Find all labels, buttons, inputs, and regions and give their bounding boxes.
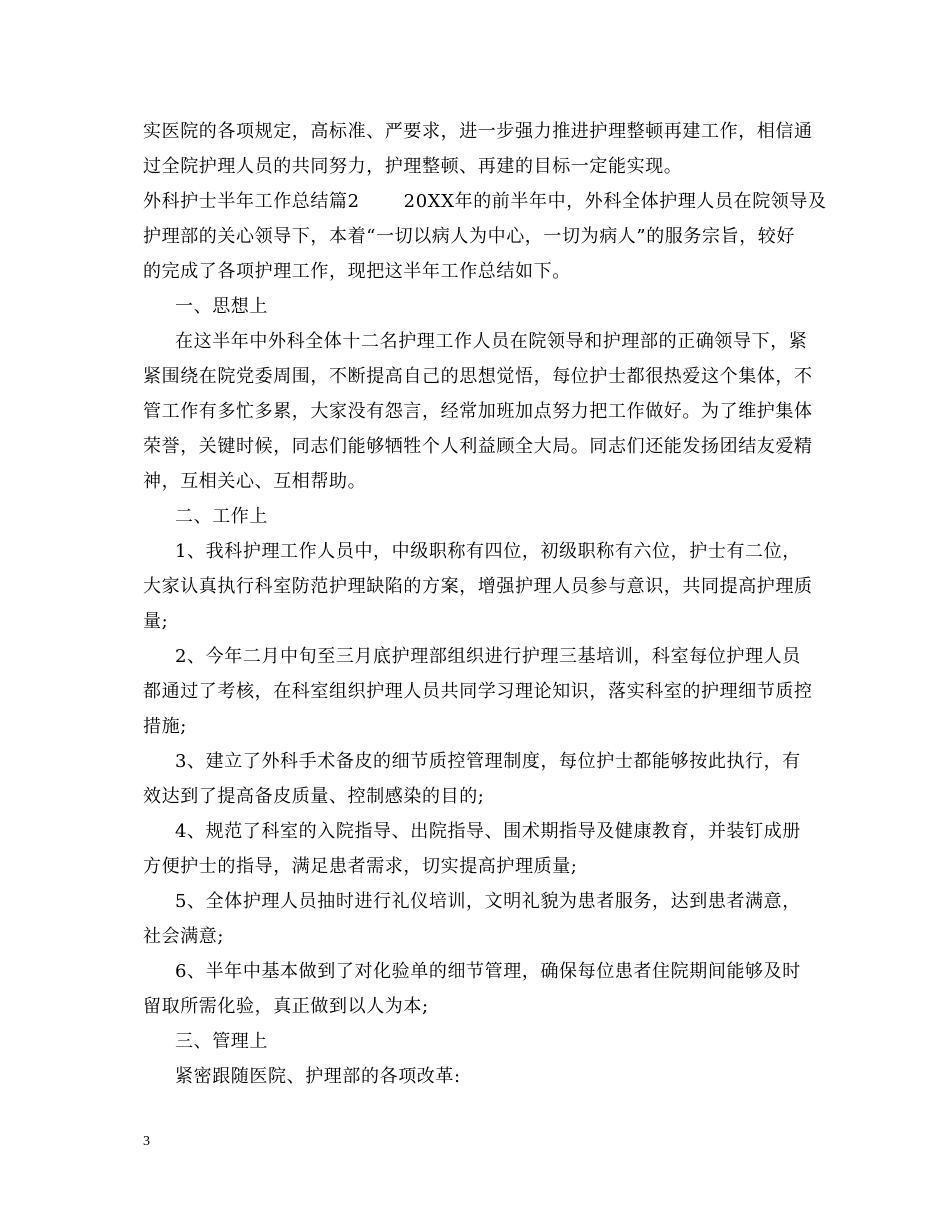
text-line: 紧围绕在院党委周围，不断提高自己的思想觉悟，每位护士都很热爱这个集体，不 — [143, 366, 813, 387]
text-line: 效达到了提高备皮质量、控制感染的目的; — [143, 786, 485, 807]
text-line: 4、规范了科室的入院指导、出院指导、围术期指导及健康教育，并装钉成册 — [175, 821, 801, 842]
text-line: 的完成了各项护理工作，现把这半年工作总结如下。 — [143, 261, 571, 282]
section-heading: 三、管理上 — [175, 1031, 268, 1052]
text-line: 量; — [143, 611, 169, 632]
text-line: 过全院护理人员的共同努力，护理整顿、再建的目标一定能实现。 — [143, 156, 683, 177]
text-line: 20XX年的前半年中，外科全体护理人员在院领导及 — [403, 191, 827, 212]
text-line: 管工作有多忙多累，大家没有怨言，经常加班加点努力把工作做好。为了维护集体 — [143, 401, 813, 422]
text-line: 留取所需化验，真正做到以人为本; — [143, 996, 429, 1017]
document-body — [143, 114, 827, 1094]
text-line: 都通过了考核，在科室组织护理人员共同学习理论知识，落实科室的护理细节质控 — [143, 681, 813, 702]
text-line: 在这半年中外科全体十二名护理工作人员在院领导和护理部的正确领导下，紧 — [175, 331, 808, 352]
text-line: 措施; — [143, 716, 187, 737]
section-heading-line — [143, 184, 827, 219]
text-line: 大家认真执行科室防范护理缺陷的方案，增强护理人员参与意识，共同提高护理质 — [143, 576, 813, 597]
text-line: 5、全体护理人员抽时进行礼仪培训，文明礼貌为患者服务，达到患者满意， — [175, 891, 801, 912]
text-line: 护理部的关心领导下，本着“一切以病人为中心，一切为病人”的服务宗旨，较好 — [143, 226, 796, 247]
text-line: 6、半年中基本做到了对化验单的细节管理，确保每位患者住院期间能够及时 — [175, 961, 801, 982]
text-line: 社会满意; — [143, 926, 225, 947]
article-title: 外科护士半年工作总结篇2 — [143, 191, 360, 212]
text-line: 2、今年二月中旬至三月底护理部组织进行护理三基培训，科室每位护理人员 — [175, 646, 801, 667]
text-line: 3、建立了外科手术备皮的细节质控管理制度，每位护士都能够按此执行，有 — [175, 751, 801, 772]
text-line: 荣誉，关键时候，同志们能够牺牲个人利益顾全大局。同志们还能发扬团结友爱精 — [143, 436, 813, 457]
section-heading: 一、思想上 — [175, 296, 268, 317]
text-line: 实医院的各项规定，高标准、严要求，进一步强力推进护理整顿再建工作，相信通 — [143, 121, 813, 142]
text-line: 紧密跟随医院、护理部的各项改革: — [175, 1066, 461, 1087]
text-line: 神，互相关心、互相帮助。 — [143, 471, 367, 492]
section-heading: 二、工作上 — [175, 506, 268, 527]
text-line: 方便护士的指导，满足患者需求，切实提高护理质量; — [143, 856, 578, 877]
page-number: 3 — [143, 1134, 150, 1149]
text-line: 1、我科护理工作人员中，中级职称有四位，初级职称有六位，护士有二位， — [175, 541, 801, 562]
